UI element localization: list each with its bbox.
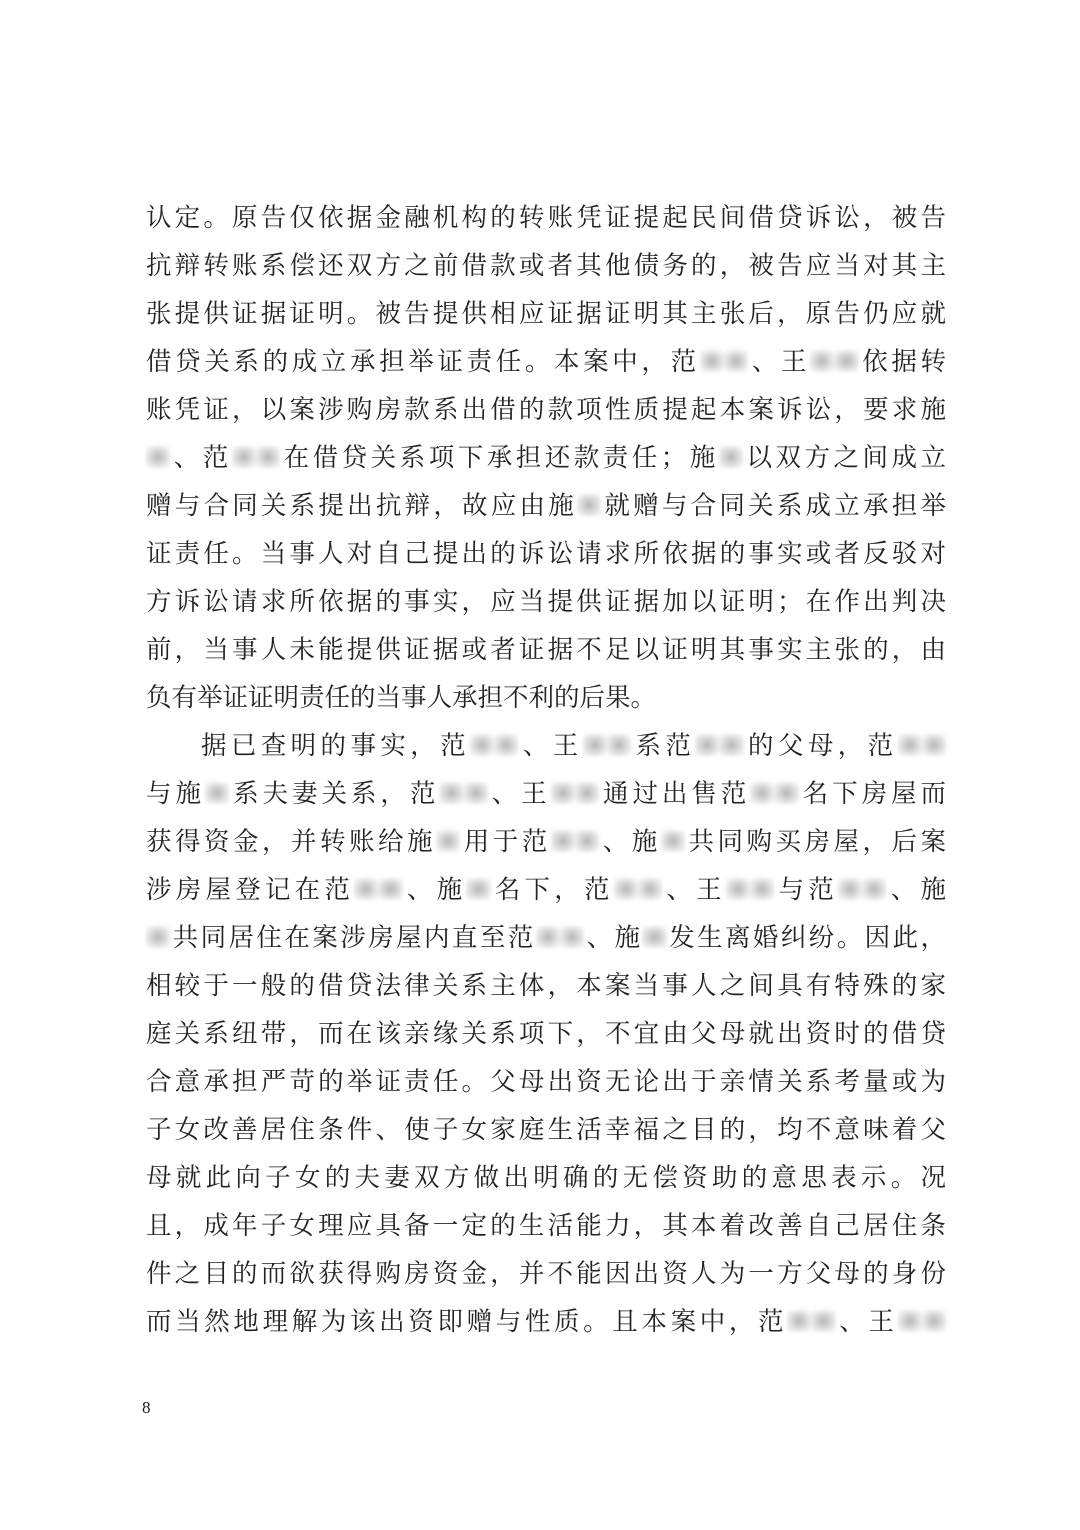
redacted-name (354, 878, 378, 900)
text-segment: 子女改善居住条件、使子女家庭生活幸福之目的，均不意味着父 (146, 1115, 946, 1145)
redacted-name (575, 782, 599, 804)
redacted-name (898, 1310, 922, 1332)
redacted-name (726, 878, 750, 900)
text-segment: 发生离婚纠纷。因此， (666, 923, 946, 953)
redacted-name (898, 734, 922, 756)
text-segment: 、施 (584, 923, 643, 953)
redacted-name (922, 734, 946, 756)
redacted-name (638, 878, 662, 900)
text-segment: 名下房屋而 (798, 779, 946, 809)
redacted-name (436, 830, 460, 852)
text-line (146, 579, 946, 625)
text-line (146, 819, 946, 865)
text-line (146, 1059, 946, 1105)
text-segment: 而当然地理解为该出资即赠与性质。且本案中，范 (146, 1307, 788, 1337)
text-segment: 认定。原告仅依据金融机构的转账凭证提起民间借贷诉讼，被告 (146, 203, 946, 233)
text-segment: 且，成年子女理应具备一定的生活能力，其本着改善自己居住条 (146, 1211, 946, 1241)
text-segment: 通过出售范 (599, 779, 751, 809)
text-segment: 件之目的而欲获得购房资金，并不能因出资人为一方父母的身份 (146, 1259, 946, 1289)
redacted-name (834, 350, 858, 372)
text-segment: 系夫妻关系，范 (229, 779, 440, 809)
text-segment: 与施 (146, 779, 205, 809)
text-segment: 用于范 (460, 827, 551, 857)
text-line (146, 915, 946, 961)
text-line (146, 1299, 946, 1345)
redacted-name (583, 734, 607, 756)
text-segment: 以双方之间成立 (742, 443, 946, 473)
redacted-name (577, 494, 601, 516)
text-segment: 依据转 (858, 347, 946, 377)
redacted-name (838, 878, 862, 900)
redacted-name (466, 878, 490, 900)
text-segment: 就赠与合同关系成立承担举 (601, 491, 946, 521)
redacted-name (205, 782, 229, 804)
text-line (146, 339, 946, 385)
redacted-name (575, 830, 599, 852)
text-segment: 、王 (487, 779, 551, 809)
redacted-name (719, 734, 743, 756)
text-segment: 、王 (835, 1307, 898, 1337)
text-line (146, 483, 946, 529)
text-segment: 、王 (748, 347, 811, 377)
redacted-name (551, 830, 575, 852)
text-segment: 与范 (774, 875, 839, 905)
text-line (146, 531, 946, 577)
redacted-name (695, 734, 719, 756)
redacted-name (810, 350, 834, 372)
text-line (146, 963, 946, 1009)
text-segment: 在借贷关系项下承担还款责任；施 (280, 443, 719, 473)
text-segment: 证责任。当事人对自己提出的诉讼请求所依据的事实或者反驳对 (146, 539, 946, 569)
redacted-name (750, 782, 774, 804)
text-segment: 共同购买房屋，后案 (684, 827, 946, 857)
text-segment: 、王 (662, 875, 726, 905)
redacted-name (922, 1310, 946, 1332)
redacted-name (700, 350, 724, 372)
redacted-name (642, 926, 666, 948)
redacted-name (146, 446, 170, 468)
text-segment: 名下，范 (490, 875, 614, 905)
redacted-name (560, 926, 584, 948)
redacted-name (146, 926, 170, 948)
text-segment: 的父母，范 (743, 731, 898, 761)
redacted-name (614, 878, 638, 900)
redacted-name (724, 350, 748, 372)
text-line (146, 867, 946, 913)
text-line (146, 291, 946, 337)
redacted-name (661, 830, 685, 852)
text-line (146, 195, 946, 241)
redacted-name (464, 782, 488, 804)
text-line (146, 675, 946, 721)
text-segment: 账凭证，以案涉购房款系出借的款项性质提起本案诉讼，要求施 (146, 395, 946, 425)
text-segment: 借贷关系的成立承担举证责任。本案中，范 (146, 347, 700, 377)
text-line (146, 1251, 946, 1297)
text-segment: 张提供证据证明。被告提供相应证据证明其主张后，原告仍应就 (146, 299, 946, 329)
text-segment: 负有举证证明责任的当事人承担不利的后果。 (146, 683, 657, 713)
redacted-name (232, 446, 256, 468)
redacted-name (536, 926, 560, 948)
text-segment: 共同居住在案涉房屋内直至范 (170, 923, 536, 953)
text-segment: 涉房屋登记在范 (146, 875, 355, 905)
text-segment: 母就此向子女的夫妻双方做出明确的无偿资助的意思表示。况 (146, 1163, 946, 1193)
text-line (146, 243, 946, 289)
text-segment: 、施 (599, 827, 661, 857)
text-line (146, 1011, 946, 1057)
text-segment: 相较于一般的借贷法律关系主体，本案当事人之间具有特殊的家 (146, 971, 946, 1001)
redacted-name (774, 782, 798, 804)
text-line (146, 1107, 946, 1153)
text-line (146, 771, 946, 817)
redacted-name (719, 446, 743, 468)
text-line (201, 723, 946, 769)
text-segment: 前，当事人未能提供证据或者证据不足以证明其事实主张的，由 (146, 635, 946, 665)
redacted-name (787, 1310, 811, 1332)
redacted-name (551, 782, 575, 804)
text-line (146, 1203, 946, 1249)
text-segment: 获得资金，并转账给施 (146, 827, 437, 857)
redacted-name (607, 734, 631, 756)
redacted-name (439, 782, 463, 804)
redacted-name (862, 878, 886, 900)
text-line (146, 387, 946, 433)
text-segment: 庭关系纽带，而在该亲缘关系项下，不宜由父母就出资时的借贷 (146, 1019, 946, 1049)
text-segment: 、施 (886, 875, 946, 905)
text-segment: 、施 (402, 875, 467, 905)
text-line (146, 1155, 946, 1201)
text-line (146, 627, 946, 673)
page-number: 8 (142, 1398, 151, 1417)
text-segment: 抗辩转账系偿还双方之前借款或者其他债务的，被告应当对其主 (146, 251, 946, 281)
text-line (146, 435, 946, 481)
text-segment: 系范 (631, 731, 696, 761)
redacted-name (494, 734, 518, 756)
text-segment: 赠与合同关系提出抗辩，故应由施 (146, 491, 577, 521)
text-segment: 据已查明的事实，范 (201, 731, 471, 761)
redacted-name (811, 1310, 835, 1332)
text-segment: 、范 (170, 443, 232, 473)
redacted-name (378, 878, 402, 900)
redacted-name (256, 446, 280, 468)
text-segment: 方诉讼请求所依据的事实，应当提供证据加以证明；在作出判决 (146, 587, 946, 617)
redacted-name (750, 878, 774, 900)
redacted-name (470, 734, 494, 756)
text-segment: 、王 (518, 731, 583, 761)
text-segment: 合意承担严苛的举证责任。父母出资无论出于亲情关系考量或为 (146, 1067, 946, 1097)
